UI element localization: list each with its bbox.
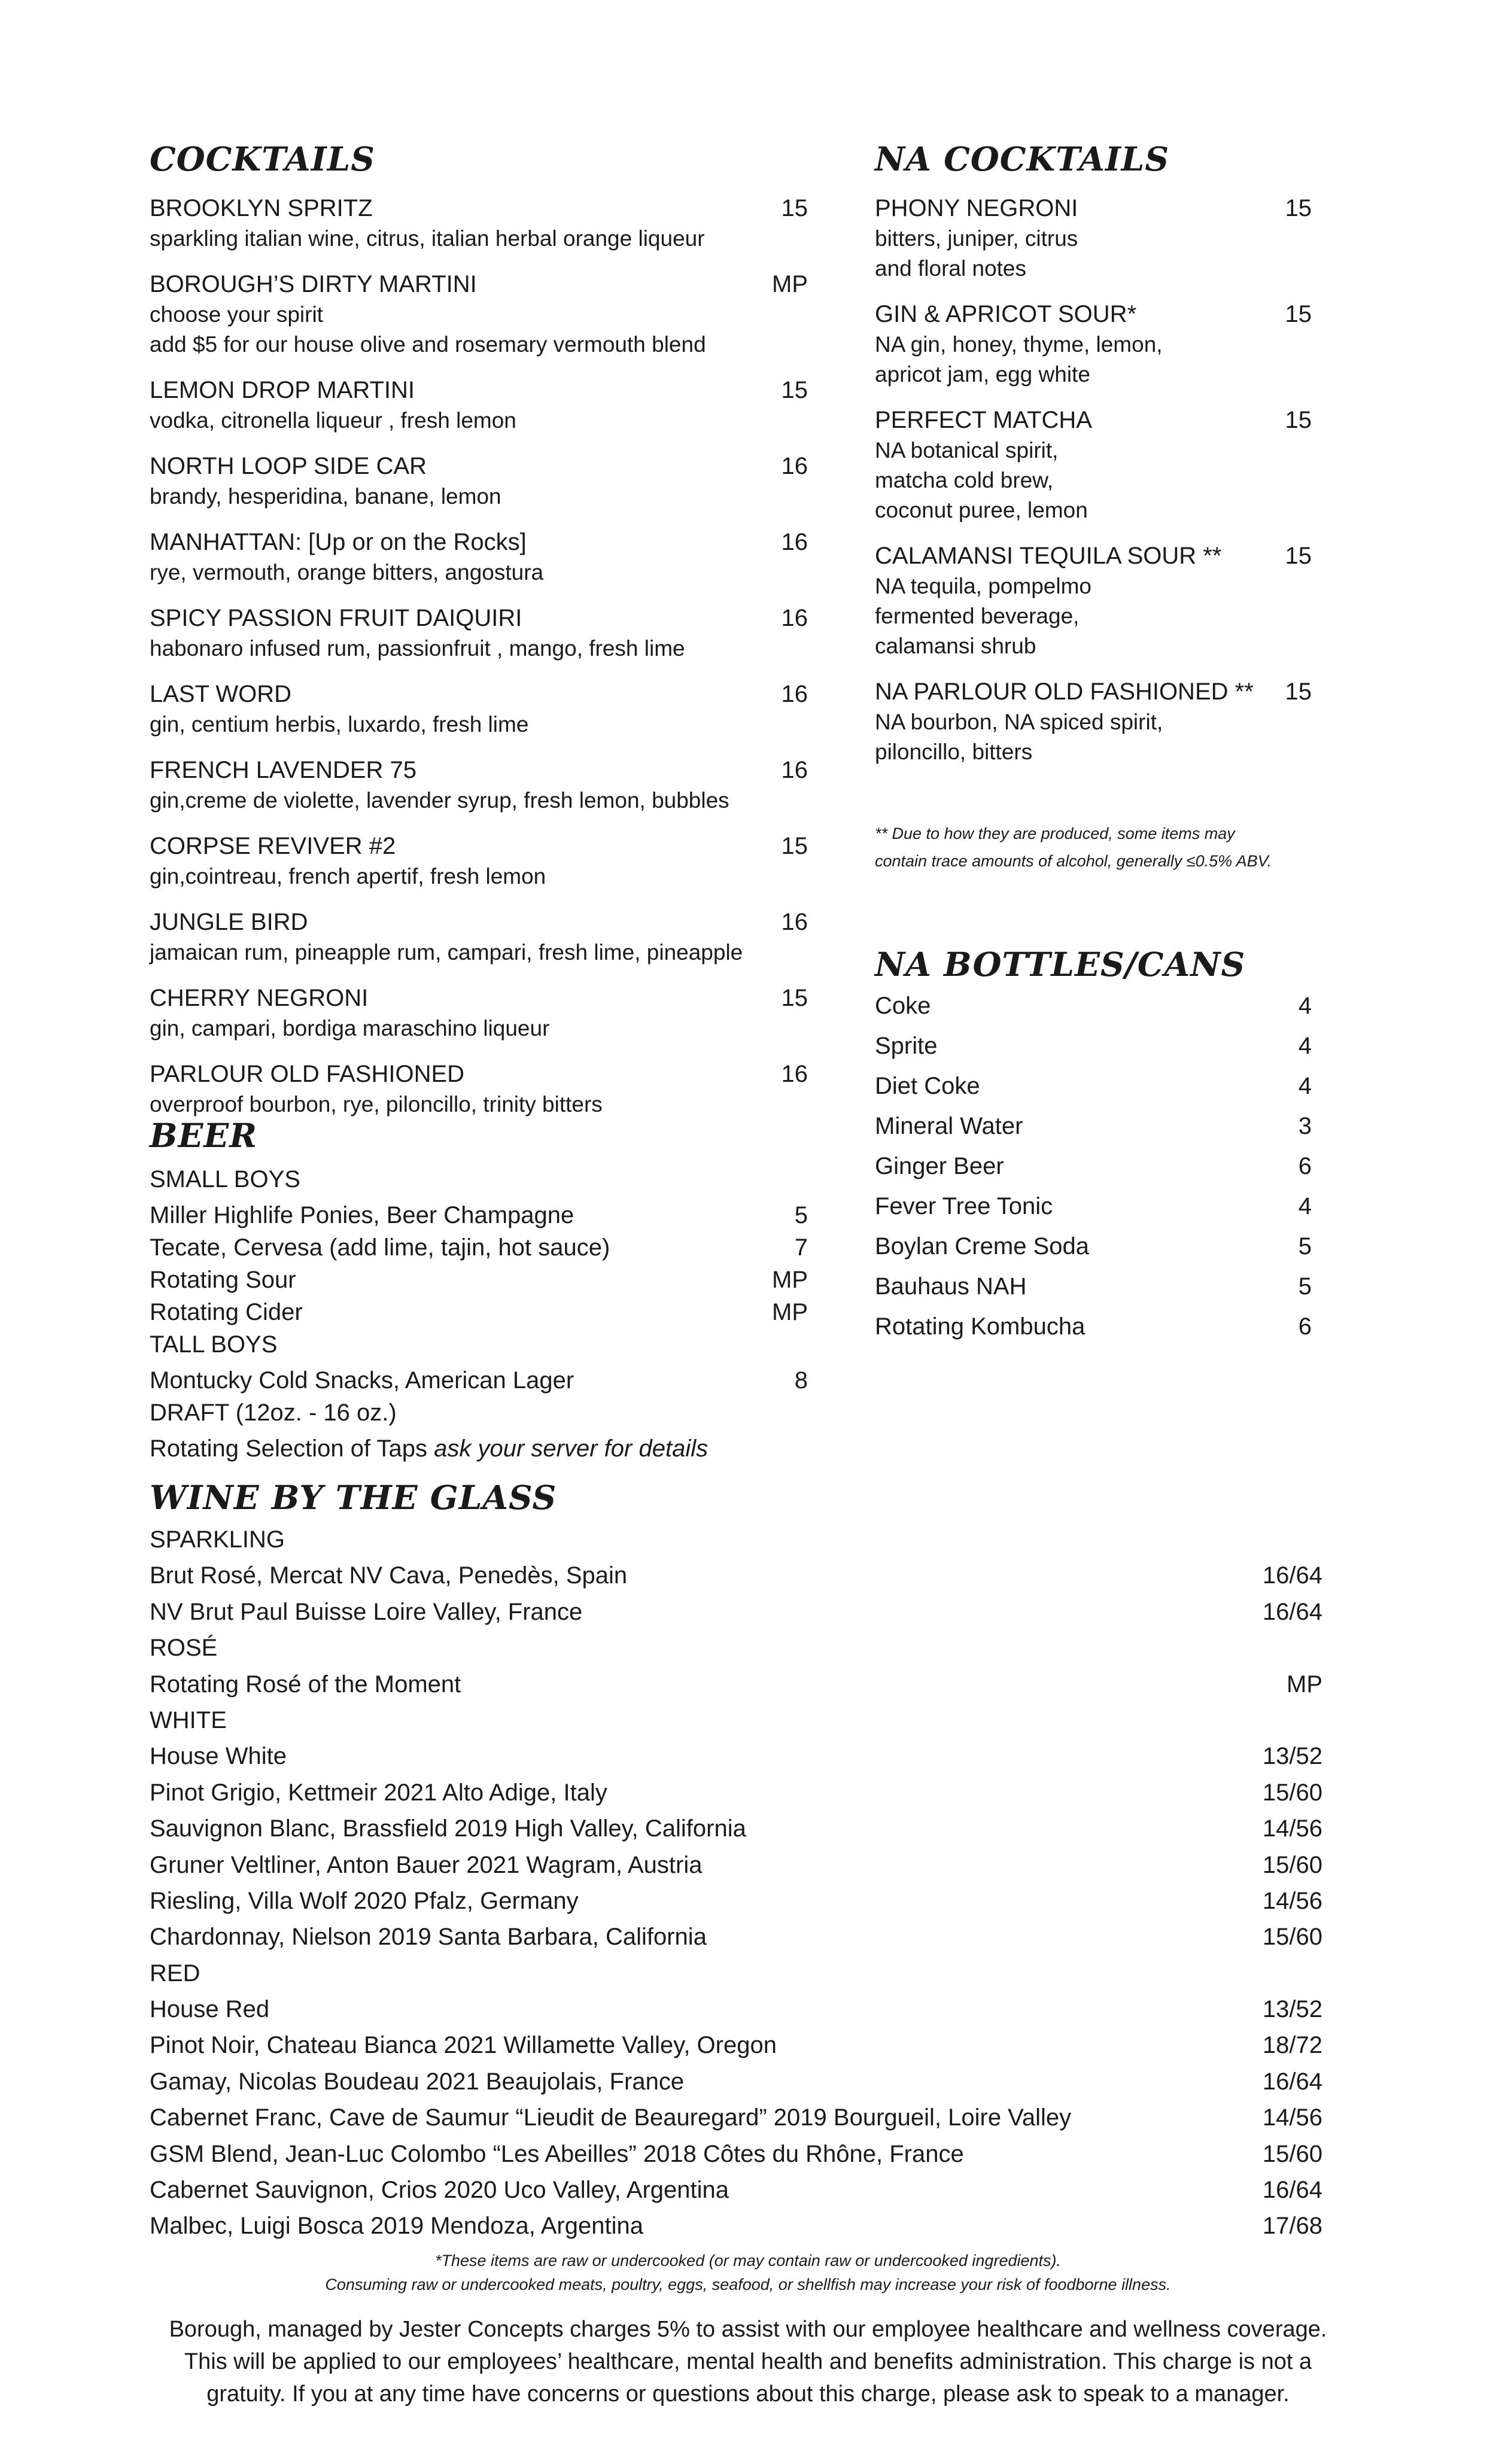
bottle-name: Mineral Water xyxy=(875,1113,1023,1139)
menu-item xyxy=(875,404,1312,525)
bottle-row xyxy=(875,1271,1312,1311)
menu-item xyxy=(150,755,808,816)
item-price: 15 xyxy=(781,985,808,1011)
item-name: PARLOUR OLD FASHIONED xyxy=(150,1061,465,1087)
item-name: FRENCH LAVENDER 75 xyxy=(150,757,417,783)
wine-name: Gruner Veltliner, Anton Bauer 2021 Wagram, Austria xyxy=(150,1851,703,1878)
bottle-name: Fever Tree Tonic xyxy=(875,1193,1053,1219)
menu-item-header xyxy=(150,755,808,786)
item-name: BOROUGH’S DIRTY MARTINI xyxy=(150,271,477,297)
small-boys-label: SMALL BOYS xyxy=(150,1166,300,1193)
item-name: PERFECT MATCHA xyxy=(875,407,1092,433)
wine-price: 13/52 xyxy=(1262,1743,1322,1770)
menu-item-header xyxy=(150,831,808,862)
beer-row xyxy=(150,1200,808,1232)
item-description: bitters, juniper, citrus xyxy=(875,226,1078,251)
item-description: coconut puree, lemon xyxy=(875,498,1088,522)
menu-item xyxy=(875,299,1312,390)
na-note-line-2: contain trace amounts of alcohol, generally ≤0.5% ABV. xyxy=(875,852,1272,870)
na-cocktails-list xyxy=(875,193,1312,782)
wine-row xyxy=(150,2174,1322,2210)
menu-item xyxy=(150,831,808,892)
bottle-price: 5 xyxy=(1298,1273,1312,1300)
beer-row xyxy=(150,1264,808,1297)
wine-row xyxy=(150,2066,1322,2102)
item-price: 15 xyxy=(1285,195,1312,221)
item-description: apricot jam, egg white xyxy=(875,362,1090,387)
item-price: 15 xyxy=(1285,543,1312,569)
surcharge-notice xyxy=(150,2313,1346,2410)
draft-row xyxy=(150,1433,808,1469)
wine-name: Riesling, Villa Wolf 2020 Pfalz, Germany xyxy=(150,1887,579,1914)
beer-price: 7 xyxy=(794,1234,808,1261)
bottle-price: 4 xyxy=(1298,1193,1312,1219)
wine-name: House Red xyxy=(150,1996,270,2023)
wine-price: 16/64 xyxy=(1262,1598,1322,1625)
menu-item-header xyxy=(150,679,808,710)
item-description: fermented beverage, xyxy=(875,604,1080,628)
wine-row xyxy=(150,1813,1322,1849)
beer-name: Rotating Cider xyxy=(150,1299,303,1325)
item-name: PHONY NEGRONI xyxy=(875,195,1078,221)
item-name: BROOKLYN SPRITZ xyxy=(150,195,373,221)
bottle-row xyxy=(875,1151,1312,1191)
item-name: CORPSE REVIVER #2 xyxy=(150,833,396,859)
item-price: 16 xyxy=(781,681,808,707)
bottle-price: 3 xyxy=(1298,1113,1312,1139)
wine-name: Sauvignon Blanc, Brassfield 2019 High Valley, California xyxy=(150,1815,746,1842)
bottle-price: 4 xyxy=(1298,1033,1312,1059)
bottle-row xyxy=(875,990,1312,1030)
wine-row xyxy=(150,1741,1322,1776)
item-name: LEMON DROP MARTINI xyxy=(150,377,415,403)
surcharge-line-2: This will be applied to our employees’ healthcare, mental health and benefits administration. This charge is not a xyxy=(184,2349,1312,2374)
item-price: 16 xyxy=(781,909,808,935)
menu-item xyxy=(150,603,808,664)
wine-price: 16/64 xyxy=(1262,1562,1322,1589)
wine-name: House White xyxy=(150,1743,287,1770)
bottle-name: Diet Coke xyxy=(875,1073,980,1099)
menu-item-header xyxy=(150,193,808,224)
bottle-row xyxy=(875,1231,1312,1271)
beer-price: 8 xyxy=(794,1367,808,1394)
item-price: 15 xyxy=(1285,407,1312,433)
wine-row xyxy=(150,1921,1322,1957)
na-note-line-1: ** Due to how they are produced, some items may xyxy=(875,825,1235,842)
item-name: NORTH LOOP SIDE CAR xyxy=(150,453,427,479)
wine-price: 14/56 xyxy=(1262,1815,1322,1842)
surcharge-line-3: gratuity. If you at any time have concerns or questions about this charge, please ask to speak to a manager. xyxy=(206,2381,1290,2407)
bottle-price: 5 xyxy=(1298,1233,1312,1260)
wine-price: 14/56 xyxy=(1262,1887,1322,1914)
beer-row xyxy=(150,1365,808,1397)
raw-food-footnote-1: *These items are raw or undercooked (or may contain raw or undercooked ingredients). xyxy=(434,2252,1061,2270)
bottle-name: Coke xyxy=(875,993,931,1019)
item-description: and floral notes xyxy=(875,256,1027,281)
item-price: 15 xyxy=(781,195,808,221)
wine-price: 15/60 xyxy=(1262,1924,1322,1951)
na-note xyxy=(875,820,1354,875)
wine-row xyxy=(150,1994,1322,2030)
menu-item-header xyxy=(150,269,808,300)
wine-row xyxy=(150,2210,1322,2246)
beer-name: Rotating Sour xyxy=(150,1267,296,1293)
draft-text: Rotating Selection of Taps xyxy=(150,1435,428,1462)
bottle-name: Boylan Creme Soda xyxy=(875,1233,1089,1260)
bottle-name: Bauhaus NAH xyxy=(875,1273,1027,1300)
item-name: NA PARLOUR OLD FASHIONED ** xyxy=(875,679,1254,705)
item-description: gin, campari, bordiga maraschino liqueur xyxy=(150,1016,550,1041)
wine-name: Rotating Rosé of the Moment xyxy=(150,1671,461,1698)
item-description: gin,cointreau, french apertif, fresh lemon xyxy=(150,864,546,889)
item-name: GIN & APRICOT SOUR* xyxy=(875,301,1137,327)
item-description: piloncillo, bitters xyxy=(875,740,1033,764)
item-description: calamansi shrub xyxy=(875,634,1036,658)
item-price: 16 xyxy=(781,1061,808,1087)
wine-name: Cabernet Sauvignon, Crios 2020 Uco Valley, Argentina xyxy=(150,2177,729,2204)
menu-item-header xyxy=(150,603,808,634)
bottle-name: Ginger Beer xyxy=(875,1153,1004,1179)
item-description: choose your spirit xyxy=(150,302,323,327)
wine-price: 16/64 xyxy=(1262,2068,1322,2095)
beer-name: Tecate, Cervesa (add lime, tajin, hot sauce) xyxy=(150,1234,610,1261)
wine-row xyxy=(150,1777,1322,1813)
wine-row xyxy=(150,1885,1322,1921)
wine-name: Pinot Noir, Chateau Bianca 2021 Willamette Valley, Oregon xyxy=(150,2032,777,2059)
bottle-row xyxy=(875,1111,1312,1151)
beer-row xyxy=(150,1232,808,1264)
menu-item-header xyxy=(150,1058,808,1090)
menu-item-header xyxy=(150,451,808,482)
item-description: sparkling italian wine, citrus, italian herbal orange liqueur xyxy=(150,226,705,251)
item-description: add $5 for our house olive and rosemary vermouth blend xyxy=(150,332,706,357)
item-price: 15 xyxy=(1285,679,1312,705)
wine-group-label: WHITE xyxy=(150,1706,227,1733)
item-price: 16 xyxy=(781,529,808,555)
menu-item-header xyxy=(875,404,1312,436)
wine-list xyxy=(150,1524,1322,2247)
beer-title: BEER xyxy=(150,1116,258,1155)
na-bottles-title: NA BOTTLES/CANS xyxy=(875,945,1246,984)
item-name: CALAMANSI TEQUILA SOUR ** xyxy=(875,543,1222,569)
wine-price: 18/72 xyxy=(1262,2032,1322,2059)
menu-item xyxy=(875,540,1312,661)
menu-item xyxy=(150,193,808,254)
item-name: JUNGLE BIRD xyxy=(150,909,308,935)
beer-price: 5 xyxy=(794,1202,808,1228)
wine-price: 16/64 xyxy=(1262,2177,1322,2204)
cocktails-list xyxy=(150,193,808,1134)
item-description: gin, centium herbis, luxardo, fresh lime xyxy=(150,712,529,737)
item-name: LAST WORD xyxy=(150,681,292,707)
item-name: SPICY PASSION FRUIT DAIQUIRI xyxy=(150,605,522,631)
menu-item xyxy=(150,982,808,1044)
surcharge-line-1: Borough, managed by Jester Concepts charges 5% to assist with our employee healthcare and wellness coverage. xyxy=(169,2317,1327,2342)
item-name: CHERRY NEGRONI xyxy=(150,985,369,1011)
menu-item-header xyxy=(150,375,808,406)
menu-item xyxy=(150,375,808,436)
wine-group-label: RED xyxy=(150,1960,200,1987)
item-price: 16 xyxy=(781,453,808,479)
menu-item xyxy=(150,451,808,512)
bottle-price: 6 xyxy=(1298,1153,1312,1179)
na-bottles-list xyxy=(875,990,1312,1351)
wine-price: MP xyxy=(1287,1671,1322,1698)
tall-boys-list xyxy=(150,1365,808,1397)
item-price: 16 xyxy=(781,757,808,783)
bottle-row xyxy=(875,1191,1312,1231)
item-description: vodka, citronella liqueur , fresh lemon xyxy=(150,408,516,433)
wine-price: 14/56 xyxy=(1262,2104,1322,2131)
bottle-price: 6 xyxy=(1298,1313,1312,1340)
wine-name: Pinot Grigio, Kettmeir 2021 Alto Adige, Italy xyxy=(150,1779,607,1806)
wine-price: 13/52 xyxy=(1262,1996,1322,2023)
menu-item-header xyxy=(875,540,1312,571)
wine-price: 15/60 xyxy=(1262,2140,1322,2167)
menu-item xyxy=(150,269,808,360)
wine-row xyxy=(150,2102,1322,2138)
tall-boys-label: TALL BOYS xyxy=(150,1331,278,1358)
draft-label: DRAFT (12oz. - 16 oz.) xyxy=(150,1400,397,1426)
beer-row xyxy=(150,1297,808,1329)
beer-name: Montucky Cold Snacks, American Lager xyxy=(150,1367,574,1394)
small-boys-list xyxy=(150,1200,808,1329)
cocktails-title: COCKTAILS xyxy=(150,139,375,178)
bottle-price: 4 xyxy=(1298,1073,1312,1099)
wine-row xyxy=(150,1596,1322,1632)
beer-price: MP xyxy=(772,1267,808,1293)
item-description: NA botanical spirit, xyxy=(875,438,1059,463)
wine-price: 15/60 xyxy=(1262,1779,1322,1806)
wine-name: Cabernet Franc, Cave de Saumur “Lieudit de Beauregard” 2019 Bourgueil, Loire Valley xyxy=(150,2104,1072,2131)
bottle-row xyxy=(875,1070,1312,1111)
item-description: jamaican rum, pineapple rum, campari, fresh lime, pineapple xyxy=(150,940,743,965)
item-price: 15 xyxy=(781,833,808,859)
raw-food-footnote-2: Consuming raw or undercooked meats, poultry, eggs, seafood, or shellfish may increase your risk of foodborne illness. xyxy=(325,2276,1171,2293)
wine-price: 17/68 xyxy=(1262,2213,1322,2240)
wine-name: GSM Blend, Jean-Luc Colombo “Les Abeilles” 2018 Côtes du Rhône, France xyxy=(150,2140,964,2167)
bottle-name: Sprite xyxy=(875,1033,938,1059)
wine-row xyxy=(150,1560,1322,1596)
item-description: NA gin, honey, thyme, lemon, xyxy=(875,332,1163,357)
menu-item-header xyxy=(875,299,1312,330)
menu-item-header xyxy=(150,906,808,938)
wine-group-label: SPARKLING xyxy=(150,1526,285,1553)
wine-name: Chardonnay, Nielson 2019 Santa Barbara, California xyxy=(150,1924,707,1951)
wine-group-label: ROSÉ xyxy=(150,1635,218,1662)
wine-price: 15/60 xyxy=(1262,1851,1322,1878)
wine-title: WINE BY THE GLASS xyxy=(150,1478,557,1517)
bottle-name: Rotating Kombucha xyxy=(875,1313,1085,1340)
menu-item xyxy=(150,679,808,740)
menu-item xyxy=(150,527,808,588)
wine-name: Brut Rosé, Mercat NV Cava, Penedès, Spain xyxy=(150,1562,628,1589)
draft-note: ask your server for details xyxy=(434,1435,709,1462)
item-description: NA bourbon, NA spiced spirit, xyxy=(875,710,1163,734)
item-description: habonaro infused rum, passionfruit , mango, fresh lime xyxy=(150,636,685,661)
item-description: rye, vermouth, orange bitters, angostura xyxy=(150,560,544,585)
menu-item-header xyxy=(875,193,1312,224)
item-price: MP xyxy=(772,271,808,297)
menu-item xyxy=(150,906,808,968)
beer-price: MP xyxy=(772,1299,808,1325)
menu-item-header xyxy=(150,982,808,1014)
item-description: matcha cold brew, xyxy=(875,468,1054,492)
menu-item xyxy=(875,193,1312,284)
wine-name: Malbec, Luigi Bosca 2019 Mendoza, Argentina xyxy=(150,2213,643,2240)
item-description: brandy, hesperidina, banane, lemon xyxy=(150,484,501,509)
menu-item-header xyxy=(875,676,1312,707)
menu-item-header xyxy=(150,527,808,558)
na-cocktails-title: NA COCKTAILS xyxy=(875,139,1170,178)
item-description: gin,creme de violette, lavender syrup, fresh lemon, bubbles xyxy=(150,788,729,813)
beer-list xyxy=(150,1164,808,1469)
wine-row xyxy=(150,1849,1322,1885)
menu-item xyxy=(875,676,1312,767)
menu-item xyxy=(150,1058,808,1120)
wine-name: NV Brut Paul Buisse Loire Valley, France xyxy=(150,1598,583,1625)
item-name: MANHATTAN: [Up or on the Rocks] xyxy=(150,529,527,555)
item-price: 15 xyxy=(1285,301,1312,327)
item-description: overproof bourbon, rye, piloncillo, trinity bitters xyxy=(150,1092,603,1117)
wine-row xyxy=(150,2138,1322,2174)
item-description: NA tequila, pompelmo xyxy=(875,574,1091,598)
beer-name: Miller Highlife Ponies, Beer Champagne xyxy=(150,1202,574,1228)
item-price: 15 xyxy=(781,377,808,403)
wine-row xyxy=(150,1669,1322,1705)
wine-name: Gamay, Nicolas Boudeau 2021 Beaujolais, France xyxy=(150,2068,685,2095)
bottle-row xyxy=(875,1030,1312,1070)
bottle-price: 4 xyxy=(1298,993,1312,1019)
item-price: 16 xyxy=(781,605,808,631)
bottle-row xyxy=(875,1311,1312,1351)
wine-row xyxy=(150,2030,1322,2065)
